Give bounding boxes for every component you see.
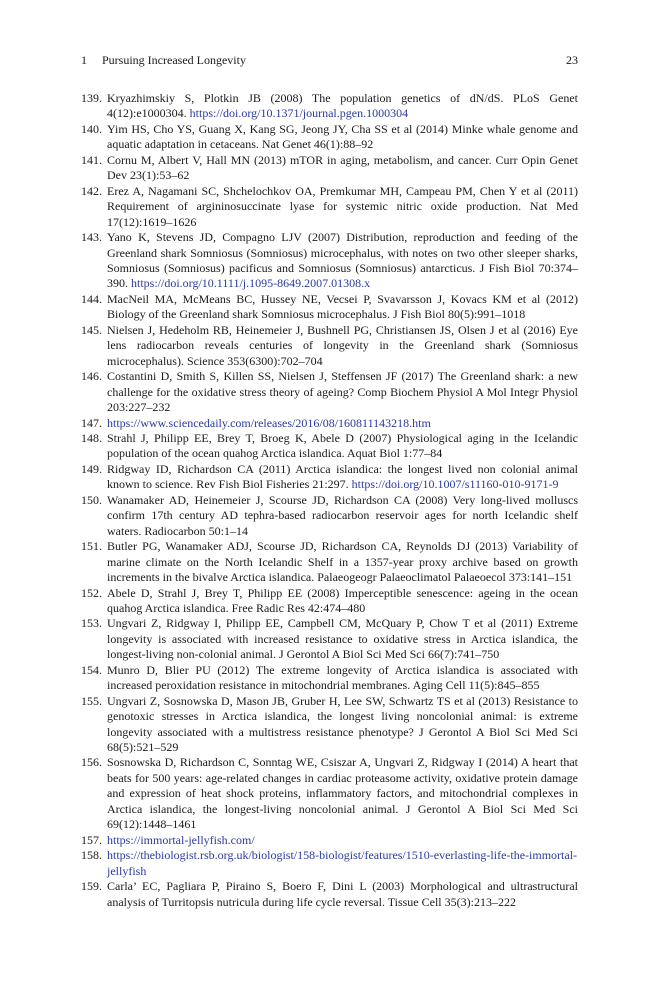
reference-item	[81, 539, 578, 585]
reference-number: 148.	[81, 430, 102, 445]
reference-item	[81, 833, 578, 848]
reference-item	[81, 431, 578, 462]
reference-item	[81, 323, 578, 369]
reference-text: Carla’ EC, Pagliara P, Piraino S, Boero F, Dini L (2003) Morphological and ultrastructural analysis of Turritopsis nutricula during life cycle reversal. Tissue Cell 35(3):213–222	[107, 879, 578, 909]
running-header-title-group	[81, 52, 246, 68]
reference-number: 139.	[81, 91, 102, 105]
reference-text: Abele D, Strahl J, Brey T, Philipp EE (2008) Imperceptible senescence: ageing in the ocean quahog Arctica islandica. Free Radic Res 42:474–480	[107, 585, 578, 615]
reference-item	[81, 230, 578, 292]
reference-number: 147.	[81, 415, 102, 430]
running-header	[81, 52, 578, 68]
reference-number: 145.	[81, 322, 102, 337]
reference-number: 153.	[81, 616, 102, 631]
reference-link[interactable]: https://doi.org/10.1111/j.1095-8649.2007.01308.x	[131, 276, 371, 291]
reference-item	[81, 462, 578, 493]
reference-number: 151.	[81, 539, 102, 554]
reference-number: 150.	[81, 492, 102, 507]
page-number: 23	[566, 53, 578, 67]
reference-text: MacNeil MA, McMeans BC, Hussey NE, Vecsei P, Svavarsson J, Kovacs KM et al (2012) Biology of the Greenland shark Somniosus microcephalus. J Fish Biol 80(5):991–1018	[107, 291, 578, 322]
reference-link[interactable]: https://thebiologist.rsb.org.uk/biologist/158-biologist/features/1510-everlasting-life-the-immortal-jellyfish	[107, 848, 578, 878]
reference-link[interactable]: https://immortal-jellyfish.com/	[107, 832, 255, 847]
reference-item	[81, 848, 578, 879]
reference-item	[81, 122, 578, 153]
reference-number: 146.	[81, 369, 102, 384]
reference-link[interactable]: https://doi.org/10.1007/s11160-010-9171-9	[351, 477, 559, 492]
reference-number: 157.	[81, 832, 102, 847]
reference-link[interactable]: https://www.sciencedaily.com/releases/2016/08/160811143218.htm	[107, 415, 431, 430]
reference-text: Sosnowska D, Richardson C, Sonntag WE, Csiszar A, Ungvari Z, Ridgway I (2014) A heart that beats for 500 years: age-related changes in cardiac proteasome activity, oxidative protein damage and expression of heat shock proteins, inflammatory factors, and mitochondrial complexes in Arctica islandica, the longest-living noncolonial animal. J Gerontol A Biol Sci Med Sci 69(12):1448–1461	[107, 755, 578, 832]
reference-text: Yano K, Stevens JD, Compagno LJV (2007) Distribution, reproduction and feeding of the Greenland shark Somniosus (Somniosus) microcephalus, with notes on two other sleeper sharks, Somniosus (Somniosus) pacificus and Somniosus (Somniosus) antarcticus. J Fish Biol 70:374–390.	[107, 230, 578, 291]
reference-text: Ridgway ID, Richardson CA (2011) Arctica islandica: the longest lived non colonial animal known to science. Rev Fish Biol Fisheries 21:297.	[107, 461, 578, 492]
reference-number: 152.	[81, 585, 102, 600]
reference-number: 149.	[81, 461, 102, 476]
reference-item	[81, 184, 578, 230]
reference-number: 141.	[81, 152, 102, 167]
reference-number: 143.	[81, 230, 102, 245]
reference-text: Ungvari Z, Sosnowska D, Mason JB, Gruber H, Lee SW, Schwartz TS et al (2013) Resistance to genotoxic stresses in Arctica islandica, the longest living noncolonial animal: is extreme longevity associated with a multistress resistance phenotype? J Gerontol A Biol Sci Med Sci 68(5):521–529	[107, 693, 578, 755]
reference-item	[81, 586, 578, 617]
reference-item	[81, 493, 578, 539]
reference-number: 140.	[81, 121, 102, 136]
reference-number: 144.	[81, 291, 102, 306]
reference-item	[81, 416, 578, 431]
reference-item	[81, 292, 578, 323]
reference-number: 155.	[81, 693, 102, 708]
reference-item	[81, 153, 578, 184]
reference-item	[81, 879, 578, 910]
reference-number: 158.	[81, 848, 102, 863]
reference-text: Butler PG, Wanamaker ADJ, Scourse JD, Richardson CA, Reynolds DJ (2013) Variability of marine climate on the North Icelandic Shelf in a 1357-year proxy archive based on growth increments in the bivalve Arctica islandica. Palaeogeogr Palaeoclimatol Palaeoecol 373:141–151	[107, 539, 578, 585]
reference-text: Kryazhimskiy S, Plotkin JB (2008) The population genetics of dN/dS. PLoS Genet 4(12):e1000304.	[107, 91, 578, 121]
reference-text: Nielsen J, Hedeholm RB, Heinemeier J, Bushnell PG, Christiansen JS, Olsen J et al (2016) Eye lens radiocarbon reveals centuries of longevity in the Greenland shark (Somniosus microcephalus). Science 353(6300):702–704	[107, 322, 578, 368]
chapter-title: Pursuing Increased Longevity	[102, 53, 246, 67]
reference-text: Munro D, Blier PU (2012) The extreme longevity of Arctica islandica is associated with increased peroxidation resistance in mitochondrial membranes. Aging Cell 11(5):845–855	[107, 662, 578, 693]
reference-text: Wanamaker AD, Heinemeier J, Scourse JD, Richardson CA (2008) Very long-lived molluscs confirm 17th century AD tephra-based radiocarbon reservoir ages for north Icelandic shelf waters. Radiocarbon 50:1–14	[107, 492, 578, 538]
reference-number: 159.	[81, 879, 102, 894]
reference-item	[81, 369, 578, 415]
reference-text: Erez A, Nagamani SC, Shchelochkov OA, Premkumar MH, Campeau PM, Chen Y et al (2011) Requirement of argininosuccinate lyase for systemic nitric oxide production. Nat Med 17(12):1619–1626	[107, 183, 578, 229]
reference-text: Costantini D, Smith S, Killen SS, Nielsen J, Steffensen JF (2017) The Greenland shark: a new challenge for the oxidative stress theory of ageing? Comp Biochem Physiol A Mol Integr Physiol 203:227–232	[107, 369, 578, 415]
reference-item	[81, 694, 578, 756]
reference-item	[81, 616, 578, 662]
reference-item	[81, 663, 578, 694]
reference-text: Ungvari Z, Ridgway I, Philipp EE, Campbell CM, McQuary P, Chow T et al (2011) Extreme longevity is associated with increased resistance to oxidative stress in Arctica islandica, the longest-living non-colonial animal. J Gerontol A Biol Sci Med Sci 66(7):741–750	[107, 616, 578, 662]
reference-item	[81, 91, 578, 122]
reference-number: 156.	[81, 755, 102, 770]
reference-link[interactable]: https://doi.org/10.1371/journal.pgen.1000304	[189, 106, 409, 121]
reference-text: Strahl J, Philipp EE, Brey T, Broeg K, Abele D (2007) Physiological aging in the Icelandic population of the ocean quahog Arctica islandica. Aquat Biol 1:77–84	[107, 430, 578, 461]
reference-list	[81, 91, 578, 910]
reference-number: 142.	[81, 183, 102, 198]
reference-number: 154.	[81, 662, 102, 677]
reference-text: Cornu M, Albert V, Hall MN (2013) mTOR in aging, metabolism, and cancer. Curr Opin Genet Dev 23(1):53–62	[107, 152, 578, 183]
chapter-number: 1	[81, 53, 87, 67]
reference-item	[81, 755, 578, 832]
reference-text: Yim HS, Cho YS, Guang X, Kang SG, Jeong JY, Cha SS et al (2014) Minke whale genome and aquatic adaptation in cetaceans. Nat Genet 46(1):88–92	[107, 121, 578, 152]
